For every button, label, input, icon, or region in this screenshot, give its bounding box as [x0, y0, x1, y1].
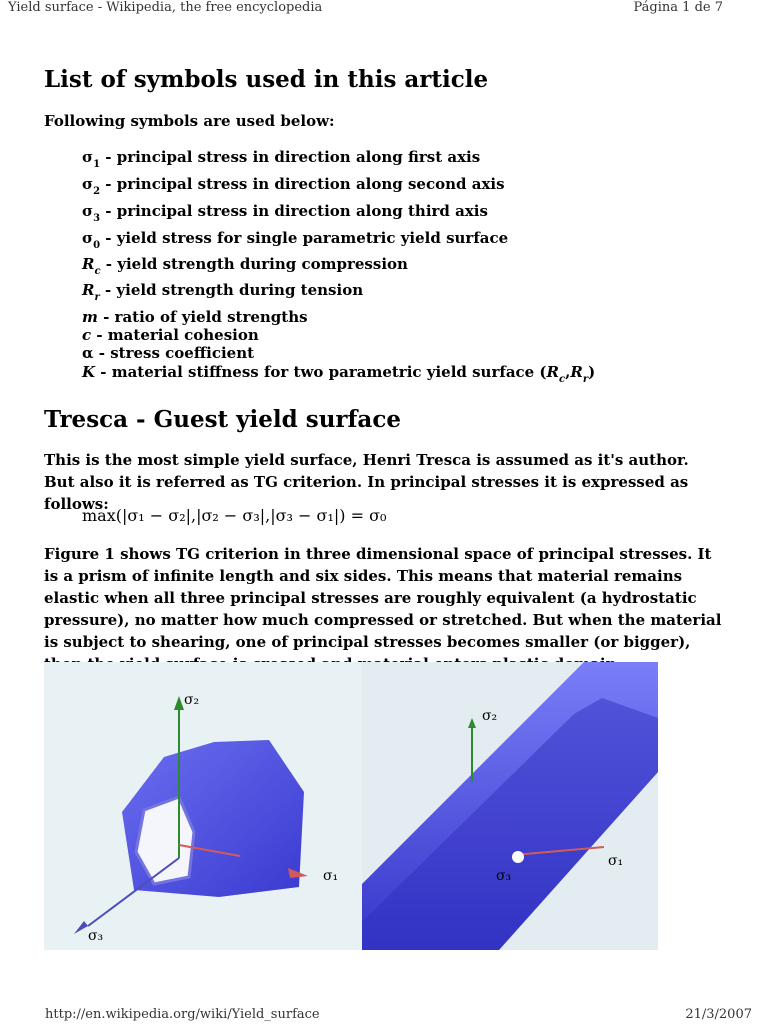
symbol-description: - yield strength during compression — [100, 255, 408, 273]
symbol-description: - material cohesion — [91, 326, 259, 344]
tresca-paragraph-1: This is the most simple yield surface, Henri Tresca is assumed as it's author. But also it is referred as TG criterion. In principal stresses it is expressed as follows: — [44, 451, 689, 513]
symbol-item — [82, 229, 509, 251]
symbol-item — [82, 255, 408, 277]
right-label-s1: σ₁ — [608, 853, 624, 869]
left-axis-s3-arrow — [74, 921, 88, 934]
left-label-s3: σ₃ — [88, 928, 104, 944]
symbol-description: - stress coefficient — [93, 344, 255, 362]
right-prism-panel — [362, 662, 658, 950]
figure-1 — [44, 662, 658, 950]
symbol-item — [82, 202, 488, 224]
header-page-number: Página 1 de 7 — [633, 0, 723, 15]
symbol-description: - principal stress in direction along second axis — [100, 175, 505, 193]
symbol-description: - material stiffness for two parametric yield surface ( — [95, 363, 547, 381]
figure-1-svg — [44, 662, 658, 950]
symbol-glyph: α — [82, 344, 94, 362]
left-label-s2: σ₂ — [184, 692, 200, 708]
left-axis-s2-arrow — [174, 696, 184, 710]
tresca-formula: max(|σ₁ − σ₂|,|σ₂ − σ₃|,|σ₃ − σ₁|) = σ₀ — [82, 506, 387, 525]
symbol-subscript: c — [94, 266, 101, 277]
symbol-glyph: σ — [82, 148, 94, 166]
symbol-subscript: 2 — [93, 186, 101, 197]
symbol-subscript: 0 — [93, 240, 101, 251]
left-prism-panel — [74, 692, 338, 944]
symbol-subscript: 1 — [93, 159, 101, 170]
symbol-description: - yield stress for single parametric yield surface — [100, 229, 509, 247]
symbol-item — [82, 281, 364, 303]
left-label-s1: σ₁ — [323, 868, 339, 884]
tresca-heading: Tresca - Guest yield surface — [44, 406, 401, 433]
symbol-item — [82, 326, 259, 344]
symbol-description: - yield strength during tension — [99, 281, 364, 299]
k-tail-close: ) — [588, 363, 596, 381]
symbol-glyph: R — [82, 255, 95, 273]
footer-url: http://en.wikipedia.org/wiki/Yield_surface — [45, 1007, 320, 1022]
right-label-s2: σ₂ — [482, 708, 498, 724]
symbol-subscript: 3 — [93, 213, 101, 224]
symbol-item — [82, 344, 254, 362]
k-tail-comma: , — [565, 363, 571, 381]
symbols-intro: Following symbols are used below: — [44, 112, 335, 130]
symbol-subscript: r — [94, 292, 100, 303]
k-tail-s1: c — [559, 374, 566, 385]
symbol-item — [82, 175, 505, 197]
symbol-glyph: σ — [82, 202, 94, 220]
symbol-description: - principal stress in direction along first axis — [100, 148, 481, 166]
symbol-glyph: c — [82, 326, 92, 344]
footer-date: 21/3/2007 — [685, 1007, 752, 1022]
header-title: Yield surface - Wikipedia, the free encyclopedia — [8, 0, 323, 15]
tresca-paragraph-2: Figure 1 shows TG criterion in three dimensional space of principal stresses. It is a prism of infinite length and six sides. This means that material remains elastic when all three principal stresses are roughly equivalent (a hydrostatic pressure), no matter how much compressed or stretched. But when the material is subject to shearing, one of principal stresses becomes smaller (or bigger), — [44, 545, 722, 651]
k-tail-s2: r — [582, 374, 589, 385]
symbol-glyph: m — [82, 308, 98, 326]
symbols-heading: List of symbols used in this article — [44, 66, 489, 93]
symbol-glyph: K — [82, 363, 96, 381]
symbol-glyph: σ — [82, 175, 94, 193]
symbol-item — [82, 363, 596, 385]
right-label-s3: σ₃ — [496, 868, 512, 884]
symbol-glyph: σ — [82, 229, 94, 247]
k-tail-r2: R — [570, 363, 583, 381]
right-origin-marker — [512, 851, 524, 863]
symbol-glyph: R — [82, 281, 95, 299]
symbol-description: - ratio of yield strengths — [97, 308, 308, 326]
symbol-description: - principal stress in direction along third axis — [100, 202, 488, 220]
symbol-item — [82, 308, 308, 326]
k-tail-r1: R — [546, 363, 560, 381]
symbol-item — [82, 148, 481, 170]
